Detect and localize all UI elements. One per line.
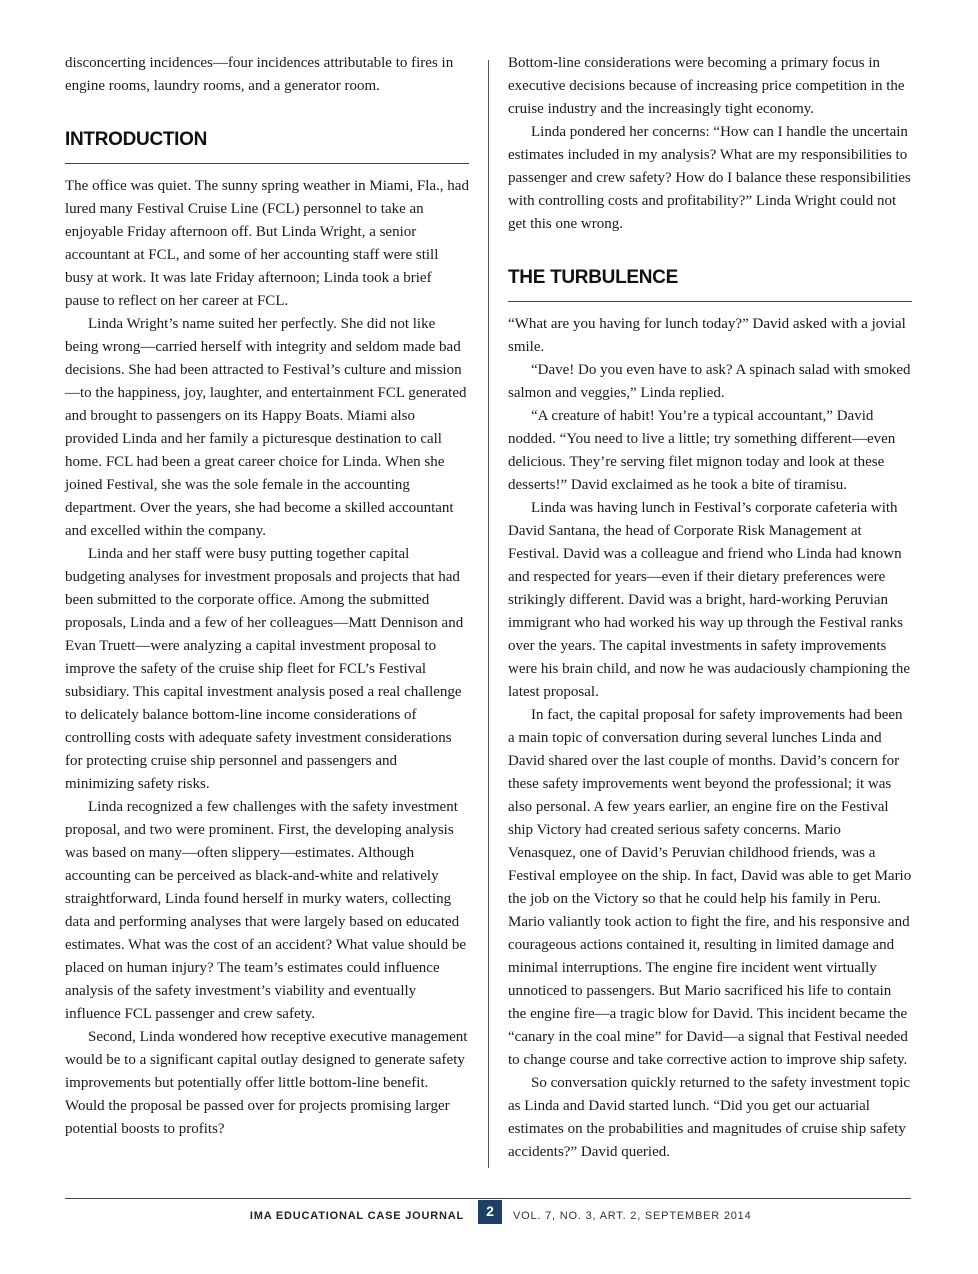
footer-rule <box>65 1198 911 1199</box>
right-paragraph-2: “Dave! Do you even have to ask? A spinach salad with smoked salmon and veggies,” Linda replied. <box>508 362 911 401</box>
volume-info: VOL. 7, NO. 3, ART. 2, SEPTEMBER 2014 <box>513 1210 752 1222</box>
right-paragraph-3: “A creature of habit! You’re a typical accountant,” David nodded. “You need to live a little; try something different—even delicious. They’re serving filet mignon today and look at these desserts!” David exclaimed as he took a bite of tiramisu. <box>508 408 896 493</box>
right-paragraph-6: So conversation quickly returned to the safety investment topic as Linda and David started lunch. “Did you get our actuarial estimates on the probabilities and magnitudes of cruise ship safety accidents?” David queried. <box>508 1075 911 1160</box>
introduction-heading: INTRODUCTION <box>65 129 208 150</box>
page-number: 2 <box>478 1200 502 1224</box>
turbulence-heading: THE TURBULENCE <box>508 267 678 288</box>
right-opening-paragraph-2: Linda pondered her concerns: “How can I handle the uncertain estimates included in my analysis? What are my responsibilities to passenger and crew safety? How do I balance these responsibilities with controlling costs and profitability?” Linda Wright could not get this one wrong. <box>508 124 911 232</box>
left-column <box>65 52 469 1141</box>
left-paragraph-4: Linda recognized a few challenges with the safety investment proposal, and two were prominent. First, the developing analysis was based on many—often slippery—estimates. Although accounting can be perceived as black-and-white and relatively straightforward, Linda found herself in murky waters, collecting data and performing analyses that were largely based on educated estimates. What was the cost of an accident? What value should be placed on human injury? The team’s estimates could influence analysis of the safety investment’s viability and eventually influence FCL passenger and crew safety. <box>65 799 466 1022</box>
introduction-rule <box>65 163 469 164</box>
right-paragraph-5: In fact, the capital proposal for safety improvements had been a main topic of conversation during several lunches Linda and David shared over the last couple of months. David’s concern for these safety improvements went beyond the professional; it was also personal. A few years earlier, an engine fire on the Festival ship Victory had created serious safety concerns. Mario Venasquez, one of David’s Peruvian childhood friends, was a Festival employee on the ship. In fact, David was able to get Mario the job on the Victory so that he could help his family in Peru. Mario valiantly took action to fight the fire, and his responsive and courageous actions contained it, resulting in limited damage and minimal interruptions. The engine fire incident went virtually unnoticed to passengers. But Mario sacrificed his life to contain the engine fire—a tragic blow for David. This incident became the “canary in the coal mine” for David—a signal that Festival needed to change course and take corrective action to improve ship safety. <box>508 707 912 1068</box>
right-opening-paragraph-1: Bottom-line considerations were becoming a primary focus in executive decisions because of increasing price competition in the cruise industry and the increasingly tight economy. <box>508 55 905 117</box>
journal-name: IMA EDUCATIONAL CASE JOURNAL <box>249 1210 464 1222</box>
left-paragraph-1: The office was quiet. The sunny spring weather in Miami, Fla., had lured many Festival Cruise Line (FCL) personnel to take an enjoyable Friday afternoon off. But Linda Wright, a senior accountant at FCL, and some of her accounting staff were still busy at work. It was late Friday afternoon; Linda took a brief pause to reflect on her career at FCL. <box>65 178 469 309</box>
turbulence-rule <box>508 301 912 302</box>
left-paragraph-5: Second, Linda wondered how receptive executive management would be to a significant capital outlay designed to generate safety improvements but potentially offer little bottom-line benefit. Would the proposal be passed over for projects promising larger potential boosts to profits? <box>65 1029 468 1137</box>
page-footer <box>0 1200 978 1230</box>
right-paragraph-4: Linda was having lunch in Festival’s corporate cafeteria with David Santana, the head of Corporate Risk Management at Festival. David was a colleague and friend who Linda had known and respected for years—even if their dietary preferences were strikingly different. David was a bright, hard-working Peruvian immigrant who had worked his way up through the Festival ranks over the years. The capital investments in safety improvements were his brain child, and now he was audaciously championing the latest proposal. <box>508 500 910 700</box>
left-opening-paragraph: disconcerting incidences—four incidences attributable to fires in engine rooms, laundry rooms, and a generator room. <box>65 55 454 94</box>
column-divider <box>488 60 489 1168</box>
right-column <box>508 52 912 1164</box>
right-paragraph-1: “What are you having for lunch today?” David asked with a jovial smile. <box>508 316 906 355</box>
left-paragraph-2: Linda Wright’s name suited her perfectly. She did not like being wrong—carried herself with integrity and seldom made bad decisions. She had been attracted to Festival’s culture and mission—to the happiness, joy, laughter, and entertainment FCL generated and brought to passengers on its Happy Boats. Miami also provided Linda and her family a picturesque destination to call home. FCL had been a great career choice for Linda. When she joined Festival, she was the sole female in the accounting department. Over the years, she had become a skilled accountant and excelled within the company. <box>65 316 467 539</box>
left-paragraph-3: Linda and her staff were busy putting together capital budgeting analyses for investment proposals and projects that had been submitted to the corporate office. Among the submitted proposals, Linda and a few of her colleagues—Matt Dennison and Evan Truett—were analyzing a capital investment proposal to improve the safety of the cruise ship fleet for FCL’s Festival subsidiary. This capital investment analysis posed a real challenge to delicately balance bottom-line income considerations of controlling costs with adequate safety investment considerations for protecting cruise ship personnel and passengers and minimizing safety risks. <box>65 546 464 792</box>
